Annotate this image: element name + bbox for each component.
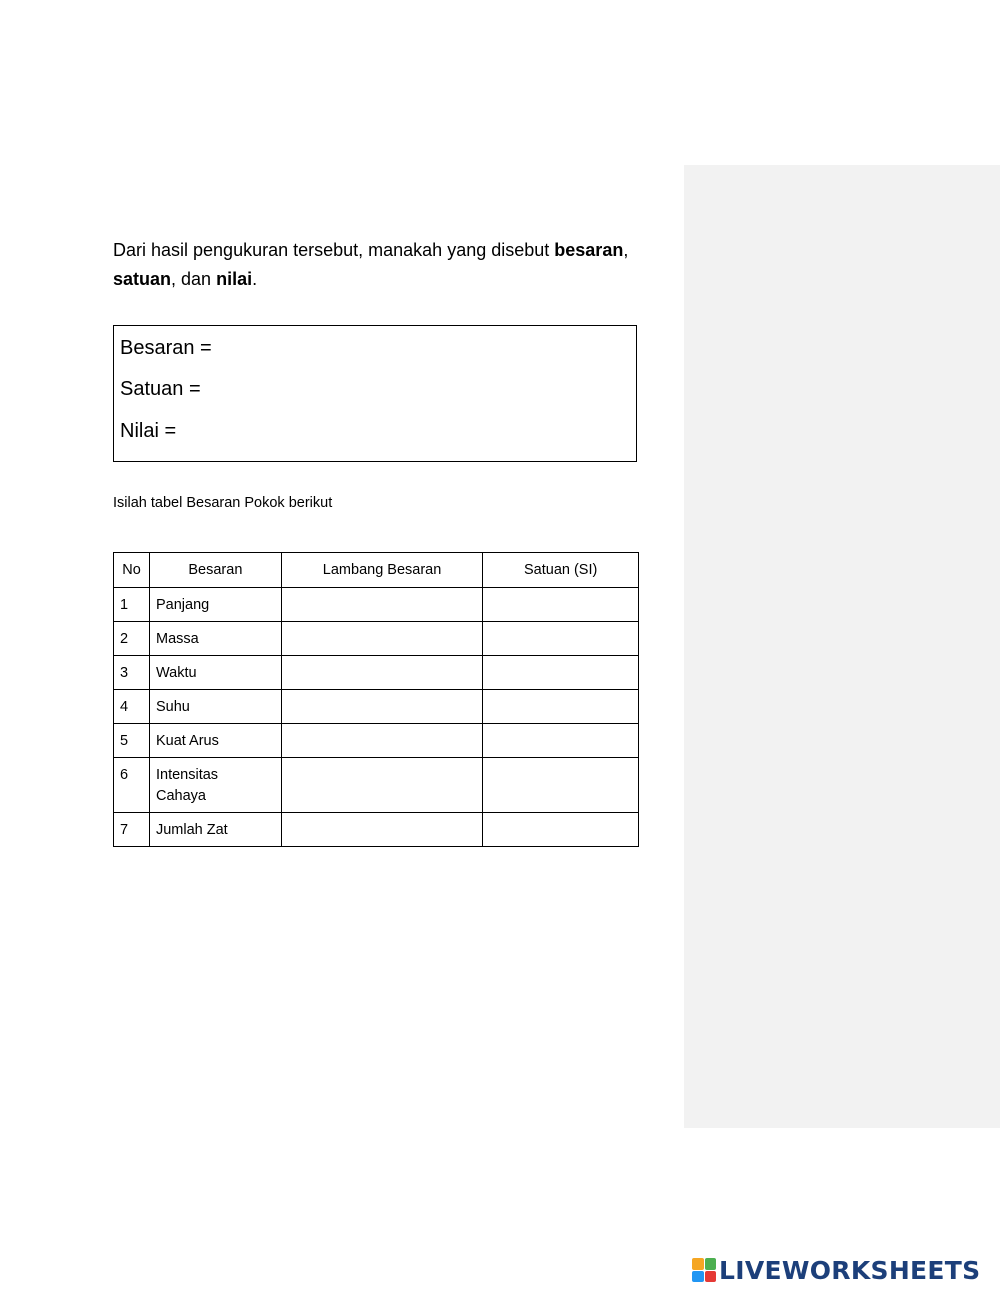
row-besaran: Massa <box>149 622 281 656</box>
header-no: No <box>114 553 150 588</box>
besaran-label: Besaran = <box>120 337 212 359</box>
answer-box <box>113 325 637 462</box>
table-row <box>114 588 639 622</box>
besaran-pokok-table <box>113 552 639 847</box>
row-besaran: Kuat Arus <box>149 724 281 758</box>
row-number: 7 <box>114 813 150 847</box>
keyword-satuan: satuan <box>113 269 172 289</box>
lambang-answer-cell[interactable] <box>281 690 483 724</box>
row-besaran: Panjang <box>149 588 281 622</box>
satuan-answer-cell[interactable] <box>483 724 639 758</box>
row-number: 4 <box>114 690 150 724</box>
logo-text: LIVEWORKSHEETS <box>719 1255 981 1285</box>
satuan-answer-cell[interactable] <box>483 622 639 656</box>
lambang-answer-cell[interactable] <box>281 758 483 813</box>
question-text: Dari hasil pengukuran tersebut, manakah yang disebut besaran, satuan, dan nilai. <box>113 240 629 289</box>
satuan-answer-cell[interactable] <box>483 690 639 724</box>
satuan-answer-cell[interactable] <box>483 588 639 622</box>
table-instruction: Isilah tabel Besaran Pokok berikut <box>113 495 333 511</box>
table-row <box>114 622 639 656</box>
row-besaran-line2: Cahaya <box>155 788 206 804</box>
nilai-label: Nilai = <box>120 420 177 442</box>
satuan-answer-cell[interactable] <box>483 758 639 813</box>
row-number: 1 <box>114 588 150 622</box>
satuan-answer-cell[interactable] <box>483 813 639 847</box>
lambang-answer-cell[interactable] <box>281 724 483 758</box>
table-row <box>114 724 639 758</box>
keyword-besaran: besaran <box>554 240 624 260</box>
header-besaran: Besaran <box>149 553 281 588</box>
row-besaran <box>149 758 281 813</box>
row-besaran: Waktu <box>149 656 281 690</box>
lambang-answer-cell[interactable] <box>281 656 483 690</box>
liveworksheets-logo <box>692 1256 980 1284</box>
liveworksheets-logo-icon <box>692 1258 716 1282</box>
side-panel <box>684 165 1000 1128</box>
keyword-nilai: nilai <box>216 269 253 289</box>
satuan-label: Satuan = <box>120 378 201 400</box>
row-number: 2 <box>114 622 150 656</box>
lambang-answer-cell[interactable] <box>281 813 483 847</box>
table-row <box>114 813 639 847</box>
table-row <box>114 758 639 813</box>
row-number: 3 <box>114 656 150 690</box>
table-header-row <box>114 553 639 588</box>
satuan-answer-cell[interactable] <box>483 656 639 690</box>
row-number: 6 <box>114 758 150 813</box>
row-besaran: Suhu <box>149 690 281 724</box>
lambang-answer-cell[interactable] <box>281 588 483 622</box>
row-besaran: Jumlah Zat <box>149 813 281 847</box>
lambang-answer-cell[interactable] <box>281 622 483 656</box>
table-row <box>114 656 639 690</box>
row-besaran-line1: Intensitas <box>155 767 219 783</box>
header-satuan-si: Satuan (SI) <box>483 553 639 588</box>
row-number: 5 <box>114 724 150 758</box>
header-lambang-besaran: Lambang Besaran <box>281 553 483 588</box>
table-row <box>114 690 639 724</box>
